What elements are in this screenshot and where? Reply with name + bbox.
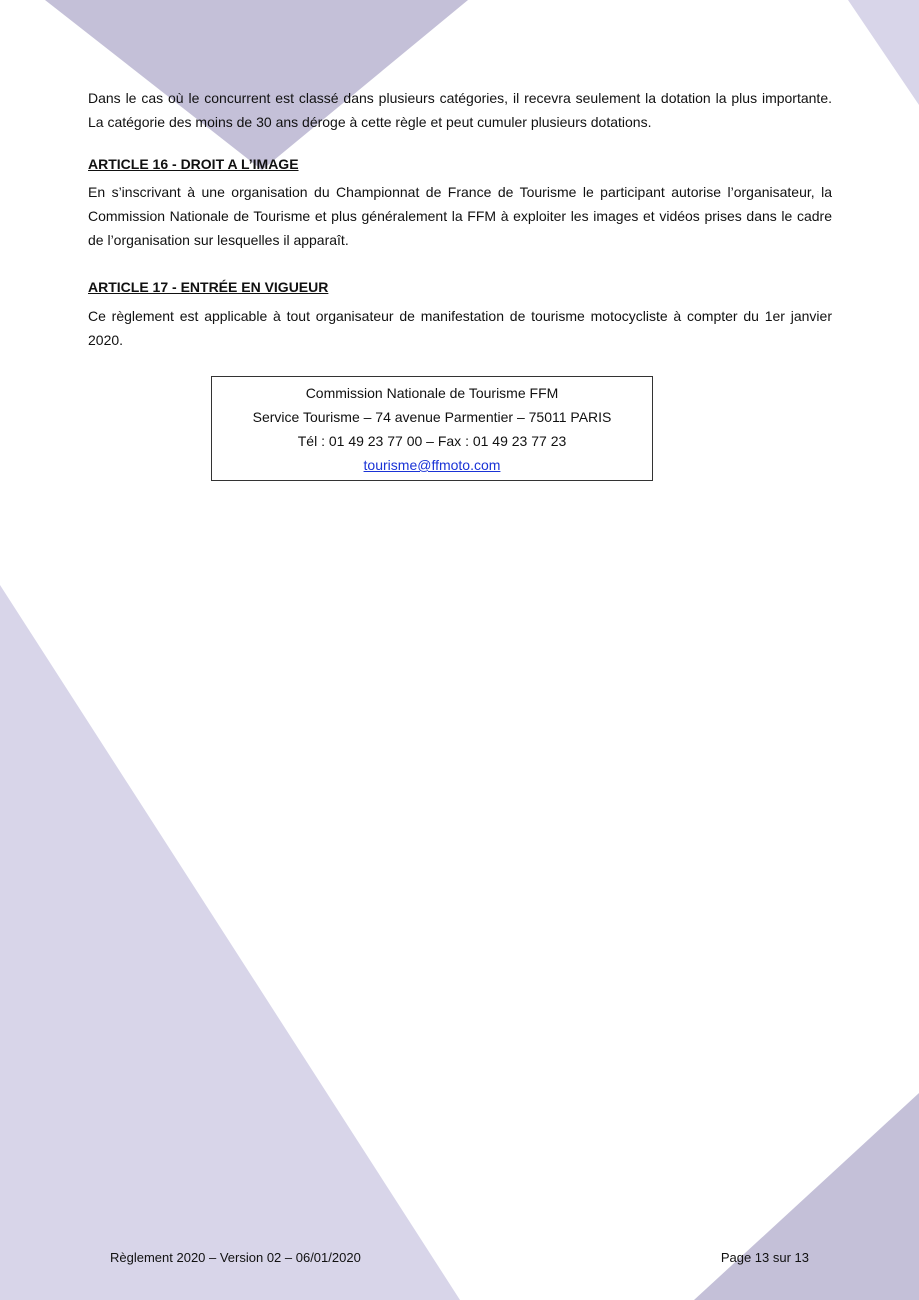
contact-email-link[interactable]: tourisme@ffmoto.com — [363, 457, 501, 473]
contact-box — [211, 376, 653, 481]
article-16-text: En s’inscrivant à une organisation du Championnat de France de Tourisme le participant autorise l’organisateur, la Commission Nationale de Tourisme et plus généralement la FFM à exploiter les images et vidéos prises dans le cadre de l’organisation sur lesquelles il apparaît. — [88, 184, 832, 248]
article-16-heading: ARTICLE 16 - DROIT A L’IMAGE — [88, 156, 299, 172]
footer-page-number: Page 13 sur 13 — [720, 1250, 809, 1265]
contact-phone-fax: Tél : 01 49 23 77 00 – Fax : 01 49 23 77 23 — [297, 433, 567, 449]
article-17-heading: ARTICLE 17 - ENTRÉE EN VIGUEUR — [88, 279, 329, 295]
intro-paragraph: Dans le cas où le concurrent est classé dans plusieurs catégories, il recevra seulement la dotation la plus importante. La catégorie des moins de 30 ans déroge à cette règle et peut cumuler plusieurs dotations. — [88, 90, 832, 130]
article-17-text: Ce règlement est applicable à tout organisateur de manifestation de tourisme motocycliste à compter du 1er janvier 2020. — [88, 308, 832, 348]
footer-version: Règlement 2020 – Version 02 – 06/01/2020 — [110, 1250, 361, 1265]
contact-organization: Commission Nationale de Tourisme FFM — [305, 385, 559, 401]
contact-address: Service Tourisme – 74 avenue Parmentier – 75011 PARIS — [252, 409, 612, 425]
